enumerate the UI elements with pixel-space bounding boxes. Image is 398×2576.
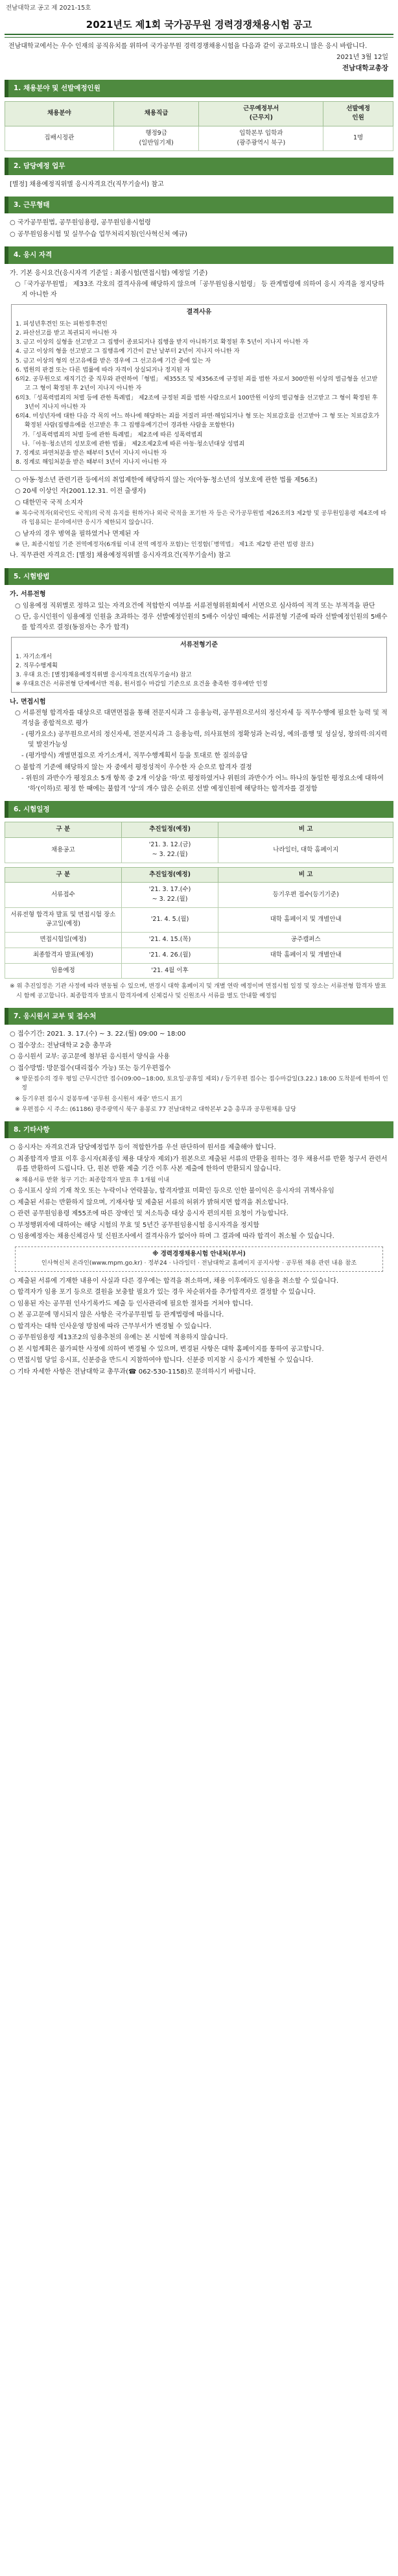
table-header: 근무예정부서 (근무지) — [199, 101, 323, 126]
list-item: ○ 접수방법: 방문접수(대리접수 가능) 또는 등기우편접수 — [10, 1064, 171, 1072]
list-note: ※ 방문접수의 경우 평일 근무시간만 접수(09:00~18:00, 토요일·공휴일 제외) / 등기우편 접수는 접수마감일(3.22.) 18:00 도착분에 한하여 인정 — [15, 1075, 388, 1092]
list-item: ○ 제출된 서류에 기재한 내용이 사실과 다른 경우에는 합격을 취소하며, 채용 이후에라도 임용을 취소할 수 있습니다. — [10, 1277, 339, 1285]
table-cell: 면접시험일(예정) — [5, 933, 122, 948]
list-item: ○ 관련 공무원임용령 제55조에 따른 장애인 및 저소득층 대상 응시자 편의지원 요청이 가능합니다. — [10, 1210, 288, 1218]
section-5-heading: 5. 시험방법 — [5, 568, 393, 585]
list-item: - (평가요소) 공무원으로서의 정신자세, 전문지식과 그 응용능력, 의사표현의 정확성과 논리성, 예의·품행 및 성실성, 창의력·의지력 및 발전가능성 — [21, 731, 388, 748]
info-service-box — [15, 1246, 383, 1272]
info-service-title: ※ 경력경쟁채용시험 안내처(부서) — [152, 1250, 246, 1258]
section-8-heading: 8. 기타사항 — [5, 1121, 393, 1138]
disqualification-item: 2. 파산선고를 받고 복권되지 아니한 자 — [16, 329, 117, 337]
table-header-row — [5, 822, 393, 838]
table-cell: 입학본부 입학과 (광주광역시 북구) — [199, 126, 323, 150]
table-header: 채용직급 — [113, 101, 199, 126]
disqualification-item: 가.「성폭력범죄의 처벌 등에 관한 특례법」 제2조에 따른 성폭력범죄 — [22, 431, 203, 438]
disqualification-item: 6. 법원의 판결 또는 다른 법률에 따라 자격이 상실되거나 정지된 자 — [16, 366, 190, 374]
list-item: ○ 제출된 서류는 반환하지 않으며, 기재사항 및 제출된 서류의 허위가 밝혀지면 합격을 취소합니다. — [10, 1199, 288, 1206]
list-item: ○ 임용예정 직위별로 정하고 있는 자격요건에 적합한지 여부를 서류전형위원회에서 서면으로 심사하여 적격 또는 부적격을 판단 — [15, 602, 375, 610]
section-1-heading: 1. 채용분야 및 선발예정인원 — [5, 80, 393, 97]
disqualification-item: 4. 금고 이상의 형을 선고받고 그 집행유예 기간이 끝난 날부터 2년이 지나지 아니한 자 — [16, 348, 240, 355]
notice-date: 2021년 3월 12일 — [336, 54, 388, 62]
criteria-item: ※ 우대요건은 서류전형 단계에서만 적용, 원서접수 마감일 기준으로 요건을 충족한 경우에만 인정 — [16, 680, 268, 688]
notice-page — [5, 0, 393, 1377]
table-header: 구 분 — [5, 867, 122, 883]
table-cell: 최종합격자 발표(예정) — [5, 948, 122, 963]
disqualification-item: 나.「아동·청소년의 성보호에 관한 법률」 제2조제2호에 따른 아동·청소년대상 성범죄 — [22, 440, 245, 447]
disqualification-item: 7. 징계로 파면처분을 받은 때부터 5년이 지나지 아니한 자 — [16, 449, 167, 457]
notice-number: 전남대학교 공고 제 2021-15호 — [6, 5, 91, 12]
table-row — [5, 126, 393, 150]
table-cell: '21. 4. 26.(월) — [121, 948, 218, 963]
table-cell: 임용예정 — [5, 963, 122, 979]
table-row — [5, 933, 393, 948]
list-item: ○ 본 공고문에 명시되지 않은 사항은 국가공무원법 등 관계법령에 따릅니다. — [10, 1311, 224, 1319]
list-item: ○ 임용된 자는 공무원 인사기록카드 제출 등 인사관리에 필요한 절차를 거쳐야 합니다. — [10, 1300, 253, 1307]
notice-organization: 전남대학교총장 — [342, 64, 388, 72]
info-service-body: 인사혁신처 온라인(www.mpm.go.kr) · 정부24 · 나라일터 · 전남대학교 홈페이지 공지사항 · 공무원 채용 관련 내용 참조 — [41, 1259, 357, 1267]
disqualification-item: 8. 징계로 해임처분을 받은 때부터 3년이 지나지 아니한 자 — [16, 459, 167, 466]
criteria-item: 3. 우대 요건: [별정]채용예정직위별 응시자격요건(직무기술서) 참고 — [16, 671, 192, 679]
interview-heading: 나. 면접시험 — [10, 698, 46, 706]
table-cell: 서류전형 합격자 발표 및 면접시험 장소 공고일(예정) — [5, 907, 122, 932]
list-item: ○ 공무원임용령 제13조2의 임용추천의 유예는 본 시험에 적용하지 않습니다. — [10, 1334, 228, 1342]
list-item: ○ 아동·청소년 관련기관 등에서의 취업제한에 해당하지 않는 자(아동·청소년의 성보호에 관한 법률 제56조) — [15, 476, 318, 484]
disqualification-item: 3. 금고 이상의 실형을 선고받고 그 집행이 종료되거나 집행을 받지 아니하기로 확정된 후 5년이 지나지 아니한 자 — [16, 339, 309, 346]
section-7-heading: 7. 응시원서 교부 및 접수처 — [5, 1008, 393, 1025]
page-title: 2021년도 제1회 국가공무원 경력경쟁채용시험 공고 — [86, 18, 312, 30]
foreign-note: ※ 복수국적자(외국인도 국적)의 국적 유지를 원하거나 외국 국적을 포기한 자 등은 국가공무원법 제26조의3 제2항 및 공무원임용령 제4조에 따라 임용되는 분야에서만 응시가 제한되지 않습니다. — [15, 510, 386, 527]
table-cell: 1명 — [323, 126, 393, 150]
table-cell: 공주캠퍼스 — [218, 933, 393, 948]
disqualification-item: 6의4. 미성년자에 대한 다음 각 목의 어느 하나에 해당하는 죄를 저질러 파면·해임되거나 형 또는 치료감호를 선고받아 그 형 또는 치료감호가 확정된 사람(집행유예를 선고받은 후 그 집행유예기간이 경과한 사람을 포함한다) — [16, 412, 380, 429]
recruitment-table — [5, 101, 393, 152]
disqualification-item: 5. 금고 이상의 형의 선고유예를 받은 경우에 그 선고유예 기간 중에 있는 자 — [16, 357, 211, 364]
schedule-note: ※ 위 추진일정은 기관 사정에 따라 변동될 수 있으며, 변경시 대학 홈페이지 및 개별 연락 예정이며 면접시험 일정 및 장소는 서류전형 합격자 발표 시 함께 공고합니다. 최종합격자 발표시 합격자에게 신체검사 및 신원조사 서류를 별도 안내할 예정임 — [10, 983, 386, 999]
duties-text: [별정] 채용예정직위별 응시자격요건(직무기술서) 참고 — [10, 180, 164, 188]
announcement-schedule-table — [5, 822, 393, 863]
table-header: 채용분야 — [5, 101, 114, 126]
list-item: ○ 응시표시 상의 기재 착오 또는 누락이나 연락불능, 합격자발표 미확인 등으로 인한 불이익은 응시자의 귀책사유임 — [10, 1187, 334, 1195]
list-note: ※ 우편접수 시 주소: (61186) 광주광역시 북구 용봉로 77 전남대학교 대학본부 2층 총무과 공무원채용 담당 — [15, 1105, 296, 1113]
exam-schedule-table — [5, 867, 393, 979]
list-item: ○ 국가공무원법, 공무원임용령, 공무원임용시험령 — [10, 219, 151, 227]
table-row — [5, 963, 393, 979]
list-item: - (평가방식) 개별면접으로 자기소개서, 직무수행계획서 등을 토대로 한 질의응답 — [21, 752, 248, 760]
list-item: ○ 임용예정자는 채용신체검사 및 신원조사에서 결격사유가 없어야 하며 그 결과에 따라 합격이 취소될 수 있습니다. — [10, 1233, 334, 1241]
list-item: ○ 본 시험계획은 불가피한 사정에 의하여 변경될 수 있으며, 변경된 사항은 대학 홈페이지를 통하여 공고합니다. — [10, 1345, 324, 1353]
table-header-row — [5, 101, 393, 126]
table-cell: 채용공고 — [5, 838, 122, 863]
screening-criteria-box — [11, 637, 387, 693]
disqualification-title: 결격사유 — [186, 309, 212, 316]
table-header: 비 고 — [218, 867, 393, 883]
table-cell: '21. 3. 17.(수) ~ 3. 22.(월) — [121, 883, 218, 907]
military-item: ○ 남자의 경우 병역을 필하였거나 면제된 자 — [15, 530, 140, 538]
table-cell: '21. 3. 12.(금) ~ 3. 22.(월) — [121, 838, 218, 863]
disqualification-box — [11, 304, 387, 471]
section-2-heading: 2. 담당예정 업무 — [5, 158, 393, 174]
list-item: ○ 최종합격자 발표 이후 응시자(최종임 채용 대상자 제외)가 원본으로 제출된 서류의 반환을 원하는 경우 채용서류 반환 청구서 관련서류를 반환하여 드립니다. 단, 원본 반환 제출 기간 이후 사본 제출에 한하여 반환되지 않습니다. — [10, 1155, 388, 1173]
list-note: ※ 채용서류 반환 청구 기간: 최종합격자 발표 후 1개월 이내 — [15, 1176, 170, 1184]
table-row — [5, 883, 393, 907]
military-note: ※ 단, 최종시험일 기준 전역예정자(6개월 이내 전역 예정자 포함)는 인정함(「병역법」 제1조 제2항 관련 법령 참조) — [15, 541, 314, 549]
table-header: 비 고 — [218, 822, 393, 838]
table-header: 구 분 — [5, 822, 122, 838]
section-6-heading: 6. 시험일정 — [5, 801, 393, 818]
table-row — [5, 948, 393, 963]
table-cell: 등기우편 접수(등기기준) — [218, 883, 393, 907]
list-item: - 위원의 과반수가 평정요소 5개 항목 중 2개 이상을 '하'로 평정하였거나 위원의 과반수가 어느 하나의 동일한 평정요소에 대하여 '하'(이하)로 평정 한 때에는 불합격 '상'의 개수 많은 순위로 선발 예정인원에 해당하는 합격자를 결정함 — [21, 775, 384, 793]
table-cell: 집배시정관 — [5, 126, 114, 150]
contact-info: ○ 기타 자세한 사항은 전남대학교 총무과(☎ 062-530-1158)로 문의하시기 바랍니다. — [10, 1368, 256, 1376]
table-header: 추진일정(예정) — [121, 822, 218, 838]
list-item: ○ 접수기간: 2021. 3. 17.(수) ~ 3. 22.(월) 09:00 ~ 18:00 — [10, 1031, 186, 1038]
table-cell: 서류접수 — [5, 883, 122, 907]
table-cell: '21. 4. 15.(목) — [121, 933, 218, 948]
list-item: ○ 응시자는 자격요건과 담당예정업무 등이 적합한가를 우선 판단하여 원서를 제출해야 합니다. — [10, 1144, 276, 1152]
list-item: ○ 합격자는 대학 인사운영 방침에 따라 근무부서가 변경될 수 있습니다. — [10, 1322, 211, 1330]
intro-text: 전남대학교에서는 우수 인재의 공직유치를 위하여 국가공무원 경력경쟁채용시험을 다음과 같이 공고하오니 많은 응시 바랍니다. — [8, 42, 368, 50]
list-item: ○ 부정행위자에 대하여는 해당 시험의 무효 및 5년간 공무원임용시험 응시자격을 정지함 — [10, 1221, 259, 1229]
table-cell: 행정9급 (일반임기제) — [113, 126, 199, 150]
table-cell: 나라일터, 대학 홈페이지 — [218, 838, 393, 863]
table-cell: 대학 홈페이지 및 개별안내 — [218, 948, 393, 963]
table-header: 추진일정(예정) — [121, 867, 218, 883]
table-cell: '21. 4. 5.(월) — [121, 907, 218, 932]
criteria-item: 1. 자기소개서 — [16, 652, 53, 660]
list-item: ○ 면접시험 당일 응시표, 신분증을 반드시 지참하여야 합니다. 신분증 미지참 시 응시가 제한될 수 있습니다. — [10, 1357, 314, 1365]
list-item: ○ 단, 응시인원이 임용예정 인원을 초과하는 경우 선발예정인원의 5배수 이상인 때에는 서류전형 기준에 따라 선발예정인원의 5배수를 합격자로 결정(동점자는 추가 합격) — [15, 614, 388, 631]
table-header: 선발예정 인원 — [323, 101, 393, 126]
list-item: ○ 대한민국 국적 소지자 — [15, 499, 84, 507]
document-screening-heading: 가. 서류전형 — [10, 591, 46, 599]
criteria-item: 2. 직무수행계획 — [16, 662, 58, 669]
list-item: ○ 불합격 기준에 해당하지 않는 자 중에서 평정성적이 우수한 자 순으로 합격자 결정 — [15, 763, 252, 771]
disqualification-item: 6의2. 공무원으로 재직기간 중 직무와 관련하여「형법」 제355조 및 제356조에 규정된 죄를 범한 자로서 300만원 이상의 벌금형을 선고받고 그 형이 확정된 후 2년이 지나지 아니한 자 — [16, 376, 378, 392]
list-item: ○ 응시원서 교부: 공고문에 첨부된 응시원서 양식을 사용 — [10, 1053, 170, 1061]
section-3-heading: 3. 근무형태 — [5, 197, 393, 213]
qualification-job: 나. 직무관련 자격요건: [별정] 채용예정직위별 응시자격요건(직무기술서) 참고 — [10, 552, 231, 560]
disqualification-item: 1. 피성년후견인 또는 피한정후견인 — [16, 320, 108, 328]
qualification-basic: 가. 기본 응시요건(응시자격 기준일 : 최종시험(면접시험) 예정일 기준) — [10, 269, 208, 277]
table-header-row — [5, 867, 393, 883]
title-divider — [5, 34, 393, 38]
disqualification-item: 6의3.「성폭력범죄의 처벌 등에 관한 특례법」 제2조에 규정된 죄를 범한 사람으로서 100만원 이상의 벌금형을 선고받고 그 형이 확정된 후 3년이 지나지 아니한 자 — [16, 394, 378, 411]
list-item: ○ 공무원임용시험 및 실무수습 업무처리지침(인사혁신처 예규) — [10, 230, 187, 238]
table-row — [5, 838, 393, 863]
table-cell — [218, 963, 393, 979]
table-cell: 대학 홈페이지 및 개별안내 — [218, 907, 393, 932]
list-note: ※ 등기우편 접수시 겉봉투에 '공무원 응시원서 재중' 반드시 표기 — [15, 1095, 182, 1103]
screening-criteria-title: 서류전형기준 — [180, 641, 218, 649]
list-item: ○ 접수장소: 전남대학교 2층 총무과 — [10, 1042, 111, 1049]
section-4-heading: 4. 응시 자격 — [5, 246, 393, 263]
list-item: ○ 서류전형 합격자를 대상으로 대면면접을 통해 전문지식과 그 응용능력, 공무원으로서의 정신자세 등 직무수행에 필요한 능력 및 적격성을 종합적으로 평가 — [15, 710, 388, 727]
table-cell: '21. 4월 이후 — [121, 963, 218, 979]
list-item: ○ 20세 이상인 자(2001.12.31. 이전 출생자) — [15, 488, 146, 495]
table-row — [5, 907, 393, 932]
qualification-basic-detail: ○「국가공무원법」 제33조 각호의 결격사유에 해당하지 않으며「공무원임용시험령」 등 관계법령에 의하여 응시 자격을 정지당하지 아니한 자 — [15, 281, 384, 298]
list-item: ○ 합격자가 임용 포기 등으로 결원을 보충할 필요가 있는 경우 차순위자를 추가합격자로 결정할 수 있습니다. — [10, 1289, 316, 1296]
